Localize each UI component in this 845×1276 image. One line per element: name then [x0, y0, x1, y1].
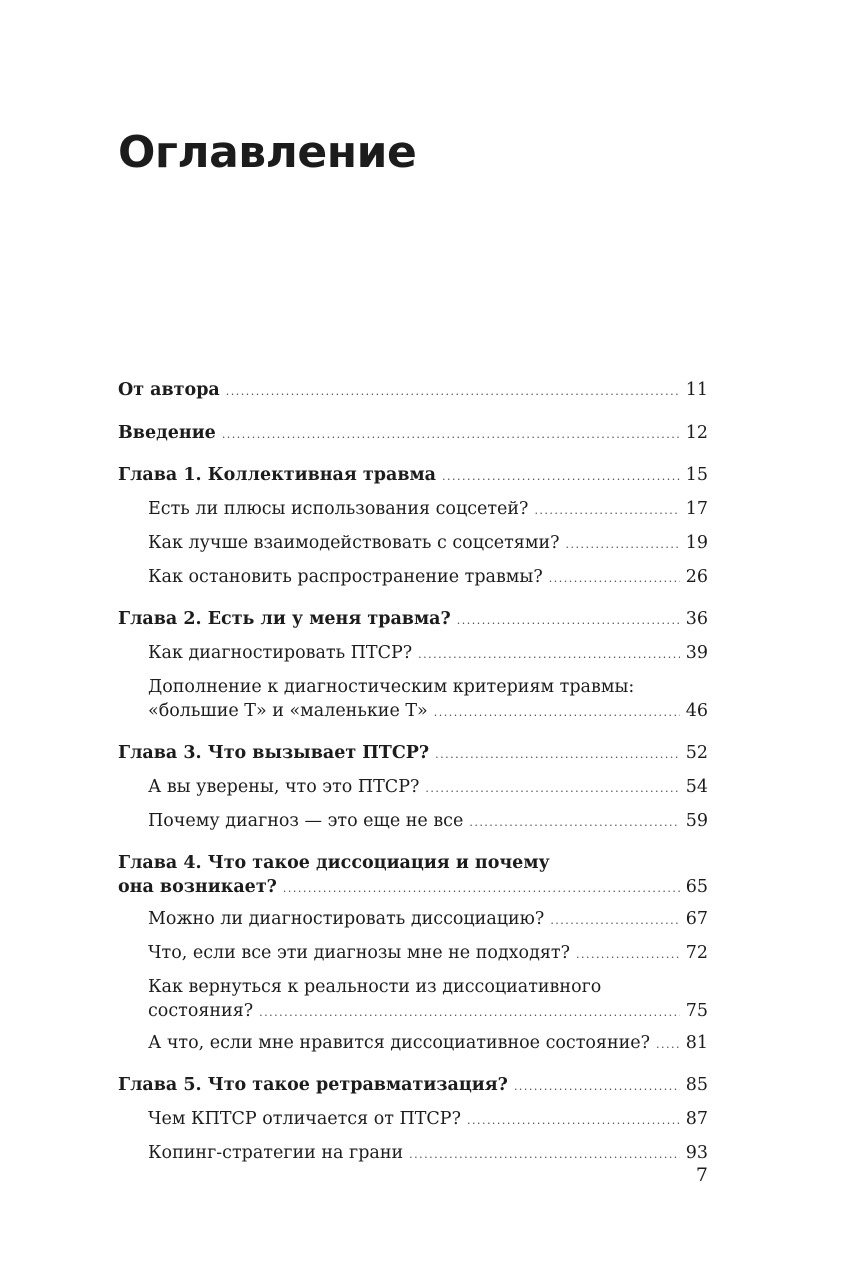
dot-leader	[442, 463, 680, 489]
dot-leader	[222, 421, 680, 447]
dot-leader	[457, 607, 680, 633]
toc-section-entry[interactable]	[118, 907, 708, 933]
dot-leader	[409, 1141, 680, 1167]
toc-entry-title: Можно ли диагностировать диссоциацию?	[148, 909, 545, 929]
toc-page-number: 72	[685, 943, 708, 963]
toc-section-entry[interactable]	[118, 531, 708, 557]
page-title: Оглавление	[118, 127, 417, 178]
toc-page-number: 93	[685, 1143, 708, 1163]
toc-entry-title: Почему диагноз — это еще не все	[148, 811, 464, 831]
toc-page-number: 46	[685, 701, 708, 721]
toc-page-number: 59	[685, 811, 708, 831]
toc-page-number: 11	[685, 380, 708, 400]
toc-entry-title: Что, если все эти диагнозы мне не подходят?	[148, 943, 570, 963]
toc-entry-title: Введение	[118, 423, 216, 443]
dot-leader	[550, 907, 679, 933]
dot-leader	[226, 378, 680, 404]
toc-entry-title: состояния?	[148, 1001, 254, 1021]
toc-section-entry[interactable]	[118, 675, 708, 725]
page-number: 7	[695, 1164, 708, 1186]
toc-entry-title: Чем КПТСР отличается от ПТСР?	[148, 1109, 461, 1129]
toc-entry-title: Есть ли плюсы использования соцсетей?	[148, 499, 529, 519]
toc-page-number: 65	[685, 877, 708, 897]
table-of-contents	[118, 378, 708, 1167]
toc-page-number: 19	[685, 533, 708, 553]
toc-page-number: 39	[685, 643, 708, 663]
toc-entry-title: Как лучше взаимодействовать с соцсетями?	[148, 533, 560, 553]
dot-leader	[514, 1073, 680, 1099]
toc-page-number: 26	[685, 567, 708, 587]
toc-page-number: 67	[685, 909, 708, 929]
toc-entry-title: Глава 2. Есть ли у меня травма?	[118, 609, 451, 629]
toc-section-entry[interactable]	[118, 1031, 708, 1057]
toc-page-number: 17	[685, 499, 708, 519]
toc-entry-title: От автора	[118, 380, 220, 400]
dot-leader	[425, 775, 679, 801]
toc-section-entry[interactable]	[118, 775, 708, 801]
toc-page-number: 12	[685, 423, 708, 443]
toc-entry-title: Глава 3. Что вызывает ПТСР?	[118, 743, 430, 763]
toc-chapter-entry[interactable]	[118, 607, 708, 633]
toc-page-number: 75	[685, 1001, 708, 1021]
toc-page-number: 15	[685, 465, 708, 485]
dot-leader	[566, 531, 680, 557]
toc-section-entry[interactable]	[118, 1141, 708, 1167]
toc-entry-title: «большие Т» и «маленькие Т»	[148, 701, 428, 721]
toc-entry-title: Глава 4. Что такое диссоциация и почему	[118, 853, 550, 873]
toc-section-entry[interactable]	[118, 941, 708, 967]
dot-leader	[469, 809, 679, 835]
toc-entry-title: Как остановить распространение травмы?	[148, 567, 543, 587]
toc-section-entry[interactable]	[118, 497, 708, 523]
toc-entry-title: Дополнение к диагностическим критериям травмы:	[148, 677, 635, 697]
toc-section-entry[interactable]	[118, 565, 708, 591]
toc-chapter-entry[interactable]	[118, 851, 708, 901]
dot-leader	[418, 641, 680, 667]
toc-page-number: 81	[685, 1033, 708, 1053]
dot-leader	[435, 741, 680, 767]
toc-section-entry[interactable]	[118, 641, 708, 667]
toc-entry-title: Глава 5. Что такое ретравматизация?	[118, 1075, 508, 1095]
toc-chapter-entry[interactable]	[118, 1073, 708, 1099]
dot-leader	[434, 699, 680, 725]
toc-section-entry[interactable]	[118, 975, 708, 1025]
toc-section-entry[interactable]	[118, 1107, 708, 1133]
toc-chapter-entry[interactable]	[118, 378, 708, 404]
toc-chapter-entry[interactable]	[118, 421, 708, 447]
toc-chapter-entry[interactable]	[118, 741, 708, 767]
toc-entry-title: А вы уверены, что это ПТСР?	[148, 777, 420, 797]
toc-page-number: 87	[685, 1109, 708, 1129]
dot-leader	[259, 999, 680, 1025]
dot-leader	[534, 497, 679, 523]
toc-page-number: 36	[685, 609, 708, 629]
dot-leader	[576, 941, 680, 967]
toc-page-number: 52	[685, 743, 708, 763]
toc-entry-title: Копинг-стратегии на грани	[148, 1143, 404, 1163]
dot-leader	[656, 1031, 680, 1057]
toc-page-number: 54	[685, 777, 708, 797]
dot-leader	[467, 1107, 680, 1133]
toc-page-number: 85	[685, 1075, 708, 1095]
toc-entry-title: Как диагностировать ПТСР?	[148, 643, 413, 663]
toc-entry-title: Как вернуться к реальности из диссоциативного	[148, 977, 602, 997]
dot-leader	[549, 565, 680, 591]
toc-entry-title: А что, если мне нравится диссоциативное состояние?	[148, 1033, 651, 1053]
dot-leader	[283, 875, 680, 901]
toc-chapter-entry[interactable]	[118, 463, 708, 489]
toc-entry-title: она возникает?	[118, 877, 277, 897]
toc-entry-title: Глава 1. Коллективная травма	[118, 465, 437, 485]
toc-section-entry[interactable]	[118, 809, 708, 835]
